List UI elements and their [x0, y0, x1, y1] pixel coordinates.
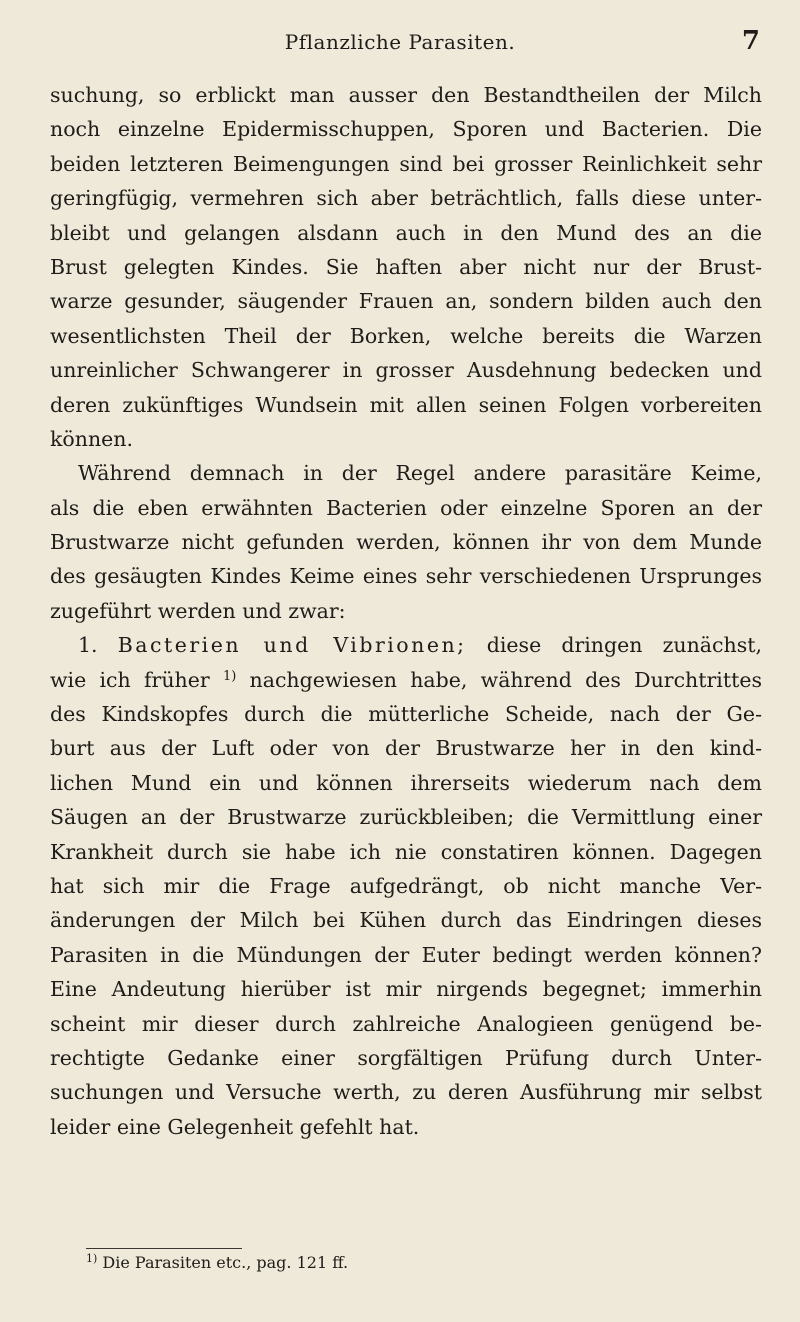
text-line: unreinlicher Schwangerer in grosser Ausdehnung bedecken und: [50, 358, 762, 383]
footnote: [86, 1250, 348, 1276]
page-header: [0, 26, 800, 66]
text-line: hat sich mir die Frage aufgedrängt, ob nicht manche Ver-: [50, 873, 762, 898]
footnote-text: Die Parasiten etc., pag. 121 ff.: [102, 1253, 349, 1272]
item-term: Bacterien und Vibrionen;: [117, 633, 467, 658]
text-line: scheint mir dieser durch zahlreiche Analogieen genügend be-: [50, 1011, 762, 1036]
text-line: leider eine Gelegenheit gefehlt hat.: [50, 1114, 420, 1139]
text-line: wesentlichsten Theil der Borken, welche bereits die Warzen: [50, 323, 762, 348]
text-line: des Kindskopfes durch die mütterliche Scheide, nach der Ge-: [50, 702, 762, 727]
line-text: wie ich früher: [50, 667, 210, 692]
text-line: burt aus der Luft oder von der Brustwarze her in den kind-: [50, 736, 762, 761]
body-text: [50, 78, 762, 1144]
text-line: Säugen an der Brustwarze zurückbleiben; die Vermittlung einer: [50, 805, 762, 830]
text-line: des gesäugten Kindes Keime eines sehr verschiedenen Ursprunges: [50, 564, 762, 589]
text-line: lichen Mund ein und können ihrerseits wiederum nach dem: [50, 770, 762, 795]
footnote-rule: [86, 1248, 242, 1249]
text-line: zugeführt werden und zwar:: [50, 598, 346, 623]
page-number: 7: [741, 26, 760, 56]
item-number: 1.: [78, 633, 98, 658]
text-line: noch einzelne Epidermisschuppen, Sporen und Bacterien. Die: [50, 117, 762, 142]
text-line: Parasiten in die Mündungen der Euter bedingt werden können?: [50, 942, 762, 967]
text-line: suchungen und Versuche werth, zu deren Ausführung mir selbst: [50, 1080, 762, 1105]
text-line: können.: [50, 426, 134, 451]
footnote-marker: 1): [86, 1252, 98, 1265]
text-line: rechtigte Gedanke einer sorgfältigen Prüfung durch Unter-: [50, 1045, 762, 1070]
text-line: änderungen der Milch bei Kühen durch das Eindringen dieses: [50, 908, 762, 933]
footnote-reference: 1): [222, 668, 237, 684]
text-line: bleibt und gelangen alsdann auch in den Mund des an die: [50, 220, 762, 245]
text-line: beiden letzteren Beimengungen sind bei grosser Reinlichkeit sehr: [50, 151, 762, 176]
text-line: Während demnach in der Regel andere parasitäre Keime,: [78, 461, 762, 486]
text-line: Brust gelegten Kindes. Sie haften aber nicht nur der Brust-: [50, 254, 762, 279]
text-line: als die eben erwähnten Bacterien oder einzelne Sporen an der: [50, 495, 762, 520]
text-line: [50, 663, 762, 697]
list-item-1: [50, 628, 762, 662]
text-line: geringfügig, vermehren sich aber beträchtlich, falls diese unter-: [50, 186, 762, 211]
item-text: diese dringen zunächst,: [486, 633, 762, 658]
text-line: Eine Andeutung hierüber ist mir nirgends begegnet; immerhin: [50, 977, 762, 1002]
text-line: Brustwarze nicht gefunden werden, können ihr von dem Munde: [50, 530, 762, 555]
line-text: nachgewiesen habe, während des Durchtrittes: [249, 667, 762, 692]
text-line: warze gesunder, säugender Frauen an, sondern bilden auch den: [50, 289, 762, 314]
text-line: Krankheit durch sie habe ich nie constatiren können. Dagegen: [50, 839, 762, 864]
text-line: suchung, so erblickt man ausser den Bestandtheilen der Milch: [50, 83, 762, 107]
text-line: deren zukünftiges Wundsein mit allen seinen Folgen vorbereiten: [50, 392, 762, 417]
running-head: Pflanzliche Parasiten.: [284, 30, 516, 54]
